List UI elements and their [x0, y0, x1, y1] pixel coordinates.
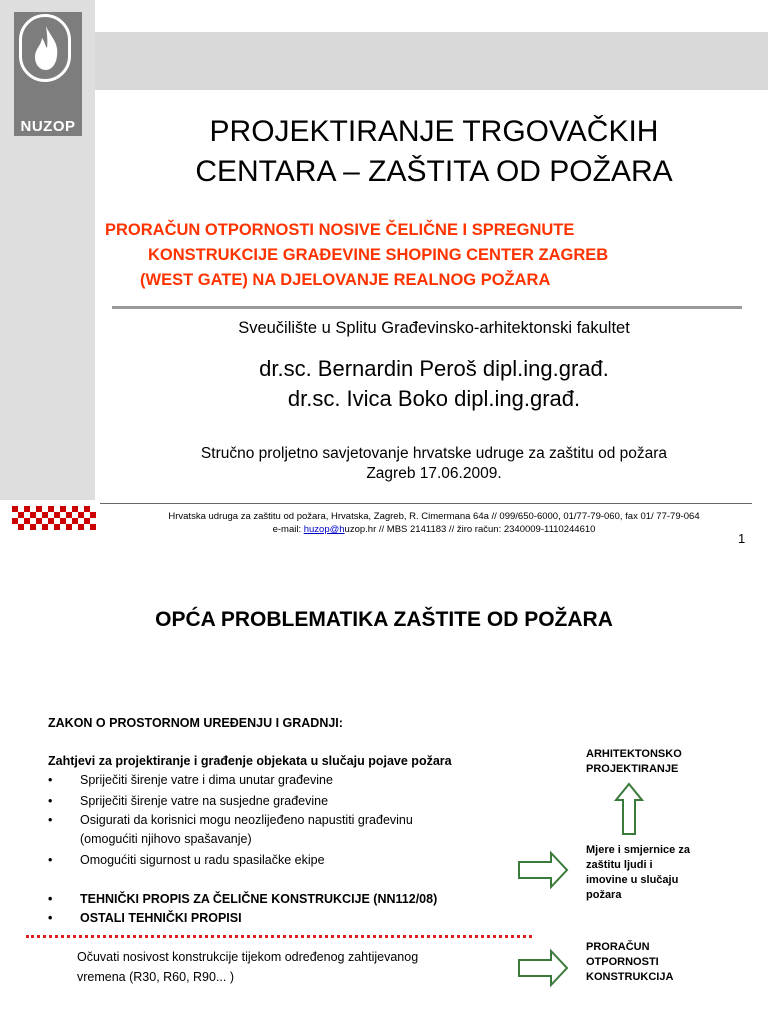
label-protection-measures	[586, 843, 690, 903]
list-item-continuation: (omogućiti njihovo spašavanje)	[80, 832, 252, 846]
label-line: ARHITEKTONSKO	[586, 748, 682, 760]
logo-text: NUZOP	[20, 118, 76, 135]
page-number: 1	[738, 531, 746, 546]
title-line-1: PROJEKTIRANJE TRGOVAČKIH	[209, 115, 659, 148]
list-item	[48, 853, 325, 867]
label-line: požara	[586, 889, 622, 901]
slide-subtitle	[100, 218, 768, 293]
law-heading: ZAKON O PROSTORNOM UREĐENJU I GRADNJI:	[48, 716, 343, 730]
bullet-icon: •	[48, 794, 53, 808]
university: Sveučilište u Splitu Građevinsko-arhitektonski fakultet	[238, 319, 630, 337]
label-line: zaštitu ljudi i	[586, 859, 653, 871]
footer-email-rest: uzop.hr // MBS 2141183 // žiro račun: 2340009-1110244610	[344, 524, 596, 535]
bullet-icon: •	[48, 813, 53, 827]
list-item-text: Spriječiti širenje vatre i dima unutar građevine	[80, 773, 333, 787]
label-line: Mjere i smjernice za	[586, 844, 690, 856]
event-date: Zagreb 17.06.2009.	[366, 465, 502, 482]
dotted-divider	[26, 935, 532, 938]
footer	[100, 510, 768, 536]
divider	[112, 306, 742, 309]
title-line-2: CENTARA – ZAŠTITA OD POŽARA	[195, 155, 673, 188]
list-item-text: Spriječiti širenje vatre na susjedne građevine	[80, 794, 329, 808]
list-item-text: Omogućiti sigurnost u radu spasilačke ekipe	[80, 853, 325, 867]
footer-email-label: e-mail:	[272, 524, 304, 535]
label-line: imovine u slučaju	[586, 874, 679, 886]
bullet-icon: •	[48, 892, 53, 906]
bullet-icon: •	[48, 853, 53, 867]
author-1: dr.sc. Bernardin Peroš dipl.ing.građ.	[259, 356, 609, 381]
note-line-1: Očuvati nosivost konstrukcije tijekom određenog zahtijevanog	[77, 950, 419, 964]
footer-divider	[100, 503, 752, 504]
checker-pattern	[12, 506, 96, 530]
subtitle-line-3: (WEST GATE) NA DJELOVANJE REALNOG POŽARA	[140, 271, 551, 289]
authors	[100, 354, 768, 414]
label-line: KONSTRUKCIJA	[586, 971, 674, 983]
title-band	[95, 32, 768, 90]
label-line: OTPORNOSTI	[586, 956, 659, 968]
bullet-icon: •	[48, 911, 53, 925]
list-item-text: TEHNIČKI PROPIS ZA ČELIČNE KONSTRUKCIJE (NN112/08)	[80, 892, 438, 906]
event-info	[100, 444, 768, 484]
list-item-bold	[48, 892, 437, 906]
bullet-icon: •	[48, 773, 53, 787]
list-item-bold	[48, 911, 242, 925]
footer-address: Hrvatska udruga za zaštitu od požara, Hrvatska, Zagreb, R. Cimermana 64a // 099/650-6000, 01/77-79-060, fax 01/ 77-79-064	[168, 511, 700, 522]
note	[77, 947, 418, 987]
arrow-up-icon	[614, 782, 644, 836]
flame-icon	[31, 24, 61, 72]
list-item	[48, 813, 413, 827]
requirements-heading: Zahtjevi za projektiranje i građenje objekata u slučaju pojave požara	[48, 754, 452, 768]
author-2: dr.sc. Ivica Boko dipl.ing.građ.	[287, 386, 581, 411]
label-line: PRORAČUN	[586, 941, 650, 953]
note-line-2: vremena (R30, R60, R90... )	[77, 970, 235, 984]
slide-title	[100, 112, 768, 192]
label-architectural-design	[586, 747, 682, 777]
label-line: PROJEKTIRANJE	[586, 763, 679, 775]
list-item-text: Osigurati da korisnici mogu neozlijeđeno napustiti građevinu	[80, 813, 413, 827]
list-item	[48, 773, 333, 787]
email-link[interactable]: huzop@h	[303, 524, 345, 535]
label-resistance-calculation	[586, 940, 673, 985]
list-item-text: OSTALI TEHNIČKI PROPISI	[80, 911, 242, 925]
arrow-right-icon	[517, 949, 569, 987]
footer-contact	[100, 523, 768, 536]
subtitle-line-2: KONSTRUKCIJE GRAĐEVINE SHOPING CENTER ZAGREB	[148, 246, 609, 264]
arrow-right-icon	[517, 851, 569, 889]
event-line: Stručno proljetno savjetovanje hrvatske udruge za zaštitu od požara	[200, 445, 668, 462]
subtitle-line-1: PRORAČUN OTPORNOSTI NOSIVE ČELIČNE I SPREGNUTE	[105, 221, 575, 239]
list-item	[48, 794, 328, 808]
slide2-title: OPĆA PROBLEMATIKA ZAŠTITE OD POŽARA	[155, 608, 613, 631]
